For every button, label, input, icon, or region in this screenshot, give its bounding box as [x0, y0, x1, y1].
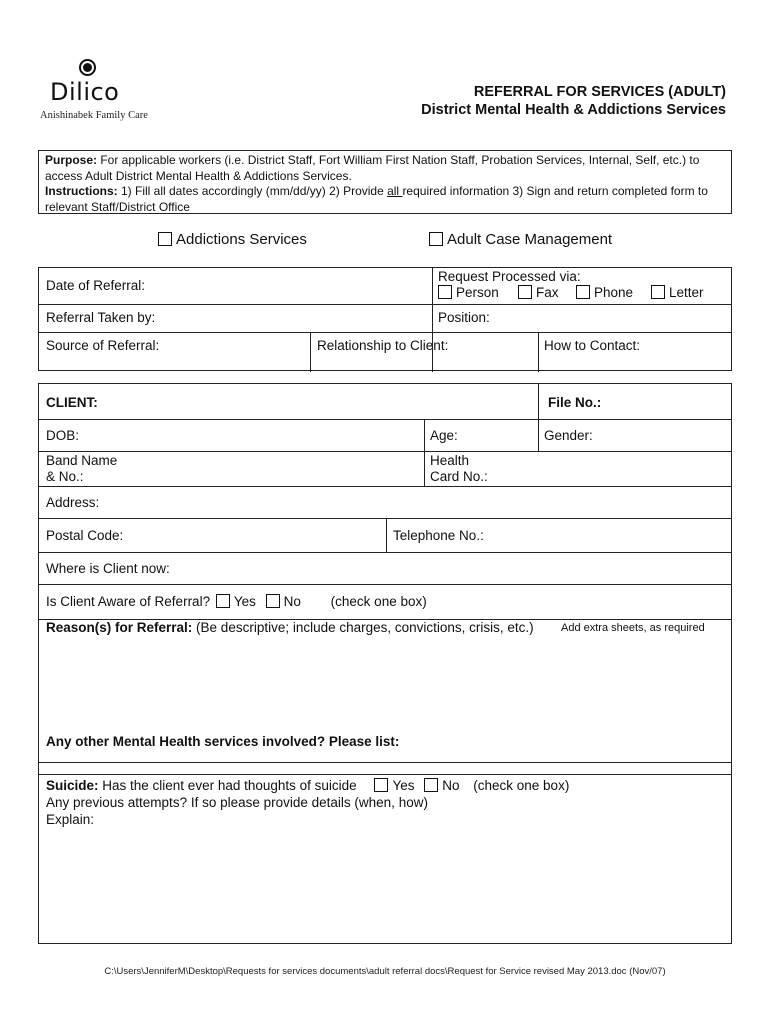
suicide-check-one: (check one box): [473, 778, 570, 793]
aware-label: Is Client Aware of Referral?: [46, 594, 211, 609]
aware-yes-label: Yes: [233, 594, 256, 609]
extra-sheets-note: Add extra sheets, as required: [561, 622, 705, 634]
footer-file-path: C:\Users\JenniferM\Desktop\Requests for services documents\adult referral docs\Request for Service revised May 2013.doc (Nov/07): [104, 966, 666, 977]
form-title: REFERRAL FOR SERVICES (ADULT): [473, 84, 726, 100]
instructions-label: Instructions:: [45, 184, 118, 198]
via-letter-option[interactable]: Letter: [651, 285, 704, 300]
aware-no-checkbox[interactable]: [266, 594, 280, 608]
file-no-label: File No.:: [548, 395, 602, 410]
letter-checkbox[interactable]: [651, 285, 665, 299]
addictions-label: Addictions Services: [176, 231, 307, 248]
case-management-checkbox[interactable]: [429, 232, 443, 246]
aware-check-one: (check one box): [330, 594, 427, 609]
logo-name: Dilico: [50, 78, 120, 106]
previous-attempts-label: Any previous attempts? If so please provide details (when, how): [46, 795, 428, 810]
explain-label: Explain:: [46, 812, 95, 827]
suicide-label: Suicide:: [46, 778, 99, 793]
via-phone-option[interactable]: Phone: [576, 285, 633, 300]
suicide-no-label: No: [442, 778, 460, 793]
logo-icon: [79, 59, 96, 76]
referral-taken-by-label: Referral Taken by:: [46, 310, 156, 325]
aware-no-label: No: [283, 594, 301, 609]
instructions-text: 1) Fill all dates accordingly (mm/dd/yy) 2) Provide: [117, 184, 388, 198]
telephone-label: Telephone No.:: [393, 528, 484, 543]
logo-subtitle: Anishinabek Family Care: [40, 110, 148, 121]
reason-label: Reason(s) for Referral:: [46, 620, 193, 635]
band-name-label: Band Name: [46, 453, 118, 468]
client-heading: CLIENT:: [46, 395, 98, 410]
case-management-label: Adult Case Management: [447, 231, 613, 248]
suicide-yes-label: Yes: [392, 778, 415, 793]
aware-of-referral-row: [46, 594, 427, 609]
band-no-label: & No.:: [46, 469, 84, 484]
fax-checkbox[interactable]: [518, 285, 532, 299]
via-person-option[interactable]: Person: [438, 285, 499, 300]
purpose-box: [38, 150, 732, 214]
postal-code-label: Postal Code:: [46, 528, 124, 543]
referral-table: [38, 267, 732, 371]
service-option-case-management[interactable]: [429, 231, 612, 248]
purpose-label: Purpose:: [45, 153, 98, 167]
reason-field[interactable]: [46, 629, 726, 729]
age-label: Age:: [430, 428, 458, 443]
suicide-no-checkbox[interactable]: [424, 778, 438, 792]
form-subtitle: District Mental Health & Addictions Services: [421, 102, 726, 118]
service-option-addictions[interactable]: [158, 231, 307, 248]
suicide-row: [46, 778, 569, 793]
addictions-checkbox[interactable]: [158, 232, 172, 246]
client-table: [38, 383, 732, 944]
relationship-label: Relationship to Client:: [317, 338, 449, 353]
request-processed-label: Request Processed via:: [438, 269, 581, 284]
aware-yes-checkbox[interactable]: [216, 594, 230, 608]
person-checkbox[interactable]: [438, 285, 452, 299]
phone-checkbox[interactable]: [576, 285, 590, 299]
dob-label: DOB:: [46, 428, 80, 443]
date-of-referral-label: Date of Referral:: [46, 278, 146, 293]
purpose-text: For applicable workers (i.e. District Staff, Fort William First Nation Staff, Probation Services, Internal, Self, etc.) to access Adult District Mental Health & Addictions Services.: [45, 153, 700, 183]
health-label: Health: [430, 453, 470, 468]
instructions-text-end: required information 3) Sign and return completed form to relevant Staff/District Office: [45, 184, 708, 214]
suicide-question: Has the client ever had thoughts of suicide: [98, 778, 357, 793]
other-services-label: Any other Mental Health services involved? Please list:: [46, 734, 400, 749]
reason-hint: (Be descriptive; include charges, convictions, crisis, etc.): [192, 620, 534, 635]
suicide-yes-checkbox[interactable]: [374, 778, 388, 792]
where-is-client-label: Where is Client now:: [46, 561, 170, 576]
instructions-underlined: all: [387, 184, 403, 198]
health-card-label: Card No.:: [430, 469, 488, 484]
address-label: Address:: [46, 495, 100, 510]
explain-field[interactable]: [46, 830, 726, 938]
how-to-contact-label: How to Contact:: [544, 338, 641, 353]
source-of-referral-label: Source of Referral:: [46, 338, 160, 353]
position-label: Position:: [438, 310, 490, 325]
via-fax-option[interactable]: Fax: [518, 285, 559, 300]
gender-label: Gender:: [544, 428, 593, 443]
